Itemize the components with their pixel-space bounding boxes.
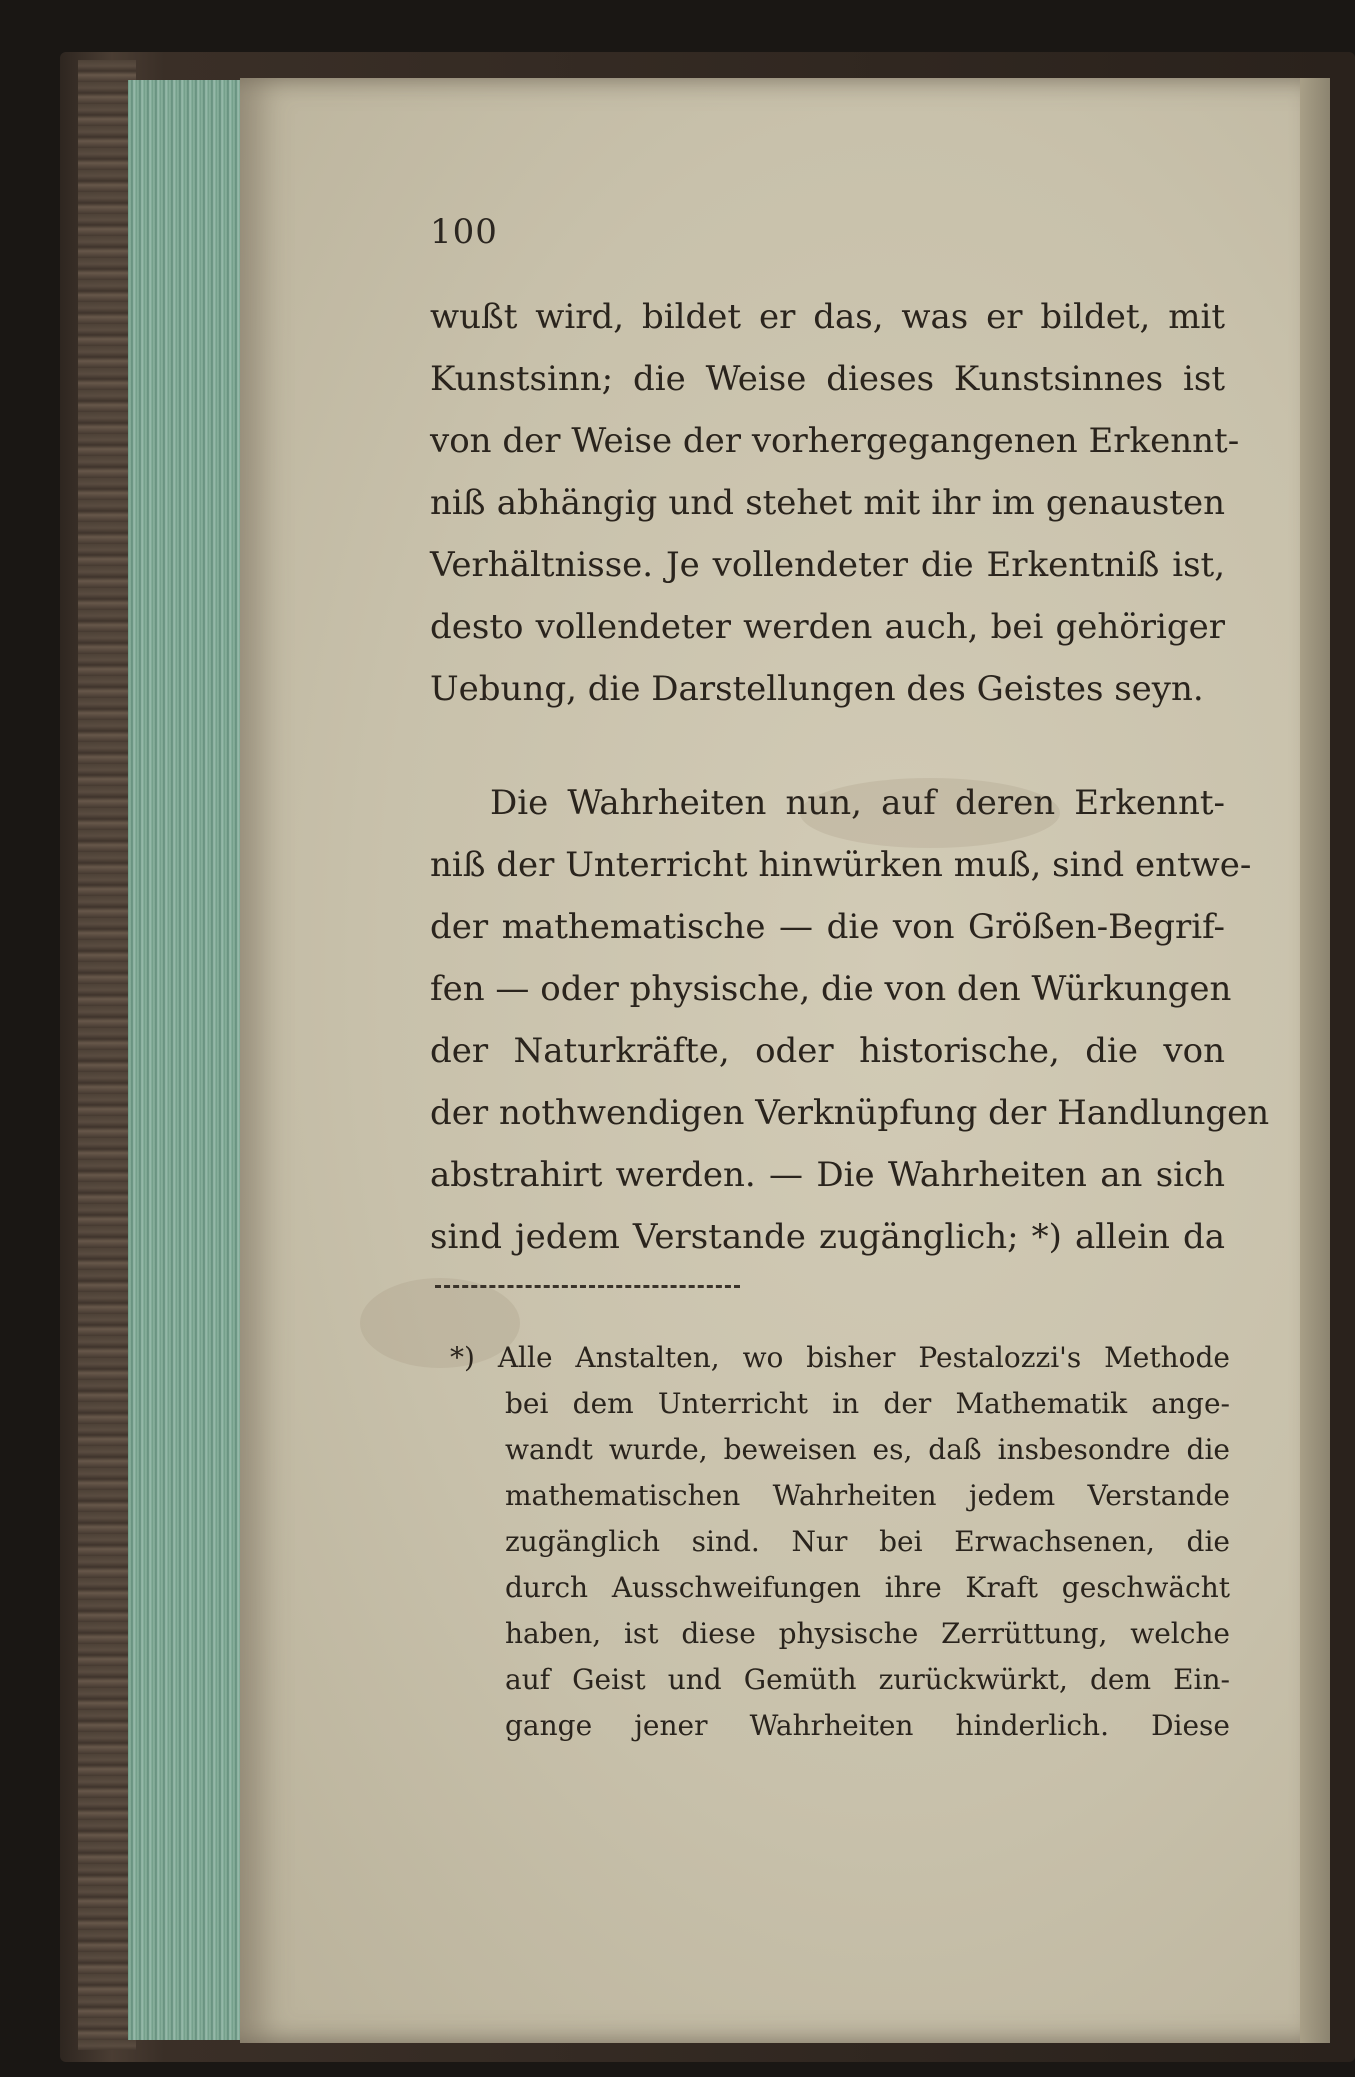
body-line: der Naturkräfte, oder historische, die von: [430, 1031, 1225, 1071]
footnote-line: zugänglich sind. Nur bei Erwachsenen, die: [505, 1525, 1230, 1558]
page-number: 100: [430, 212, 498, 252]
body-line: niß abhängig und stehet mit ihr im genausten: [430, 483, 1225, 523]
page-edges: [128, 80, 246, 2040]
body-line: Uebung, die Darstellungen des Geistes seyn.: [430, 669, 1204, 709]
body-line: der nothwendigen Verknüpfung der Handlungen: [430, 1093, 1270, 1133]
footnote-line: haben, ist diese physische Zerrüttung, welche: [505, 1617, 1230, 1650]
footnote-rule: [435, 1285, 740, 1288]
page-right-edge: [1300, 78, 1330, 2043]
body-line: desto vollendeter werden auch, bei gehöriger: [430, 607, 1225, 647]
body-line: abstrahirt werden. — Die Wahrheiten an sich: [430, 1155, 1225, 1195]
footnote-line: gange jener Wahrheiten hinderlich. Diese: [505, 1709, 1230, 1742]
body-line: Kunstsinn; die Weise dieses Kunstsinnes ist: [430, 359, 1225, 399]
body-line: Die Wahrheiten nun, auf deren Erkennt-: [490, 783, 1225, 823]
body-line: wußt wird, bildet er das, was er bildet, mit: [430, 297, 1225, 337]
body-line: Verhältnisse. Je vollendeter die Erkentniß ist,: [430, 545, 1225, 585]
footnote-line: *) Alle Anstalten, wo bisher Pestalozzi's Methode: [450, 1341, 1230, 1374]
body-line: fen — oder physische, die von den Würkungen: [430, 969, 1232, 1009]
footnote-line: bei dem Unterricht in der Mathematik ange-: [505, 1387, 1230, 1420]
footnote-line: durch Ausschweifungen ihre Kraft geschwächt: [505, 1571, 1230, 1604]
body-line: von der Weise der vorhergegangenen Erkennt-: [430, 421, 1240, 461]
body-line: der mathematische — die von Größen-Begrif-: [430, 907, 1225, 947]
body-line: sind jedem Verstande zugänglich; *) allein da: [430, 1217, 1225, 1257]
footnote-line: auf Geist und Gemüth zurückwürkt, dem Ein-: [505, 1663, 1230, 1696]
body-line: niß der Unterricht hinwürken muß, sind entwe-: [430, 845, 1252, 885]
footnote-line: mathematischen Wahrheiten jedem Verstande: [505, 1479, 1230, 1512]
footnote-line: wandt wurde, beweisen es, daß insbesondre die: [505, 1433, 1230, 1466]
